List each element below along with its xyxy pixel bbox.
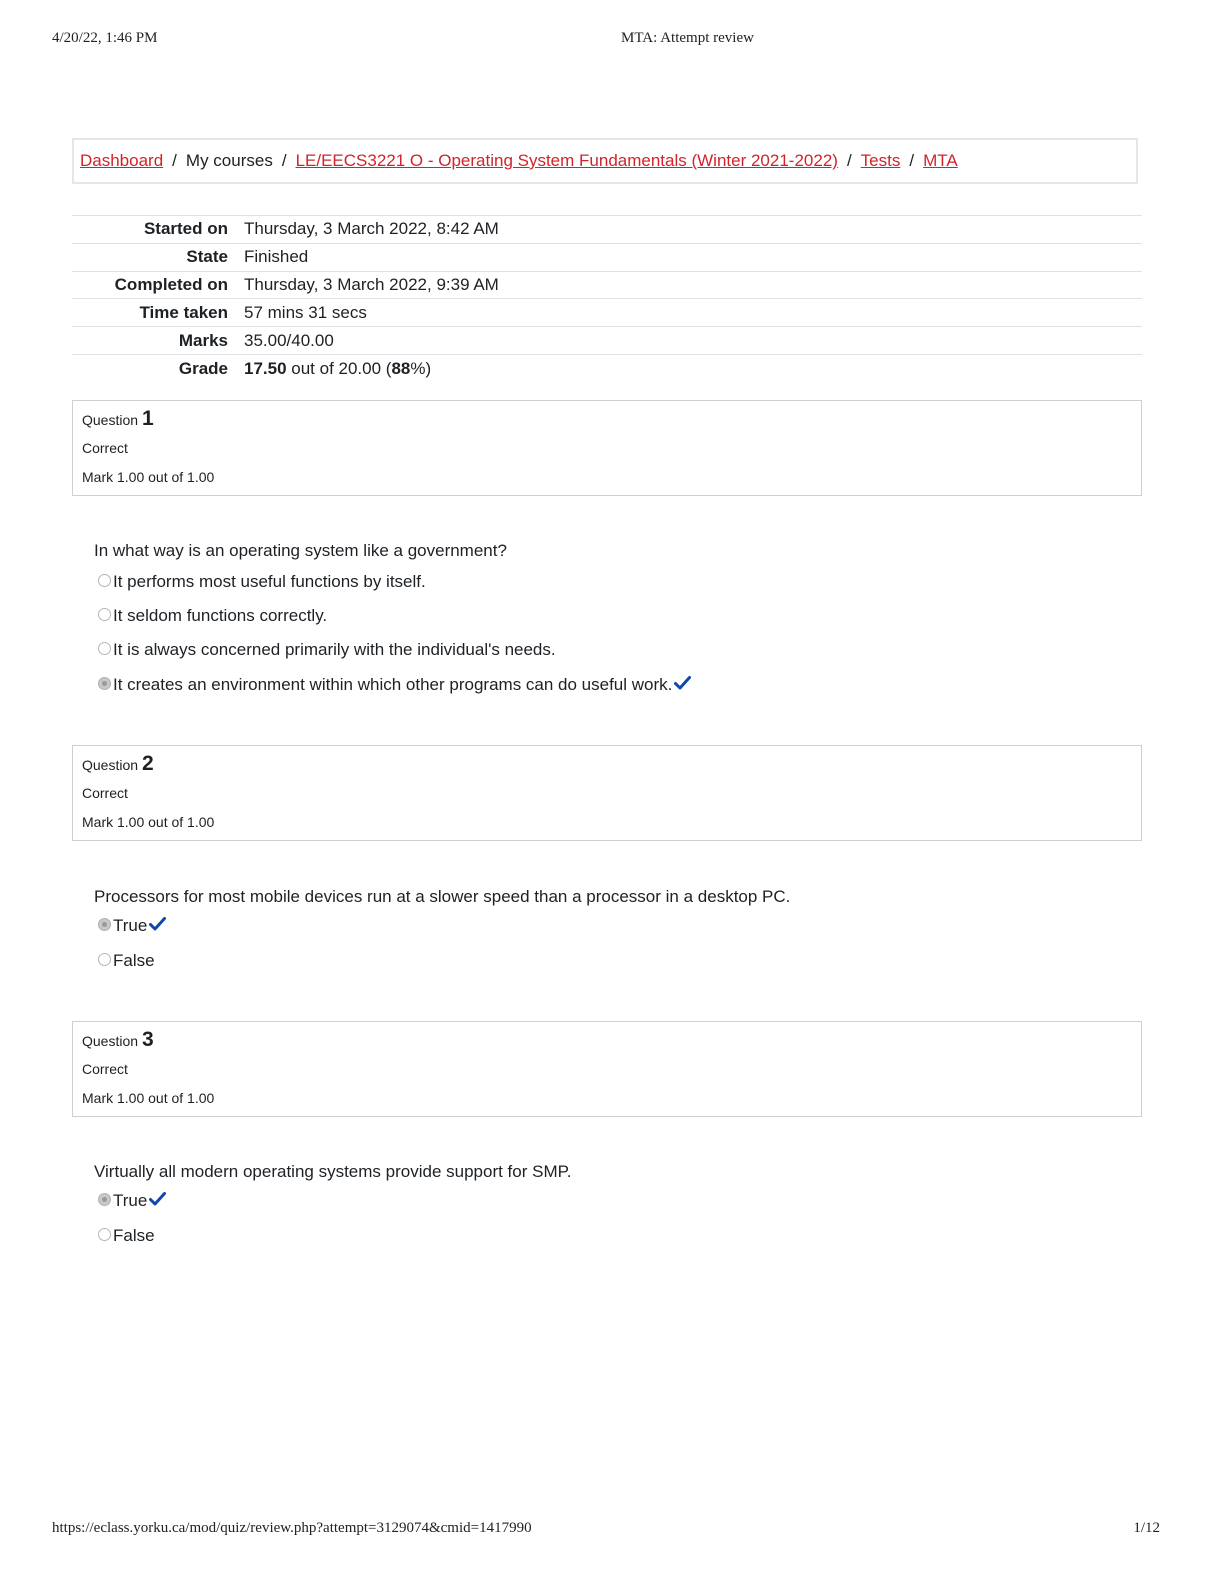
breadcrumb-my-courses: My courses [185,151,273,170]
question-label: Question [82,757,142,773]
question-number [82,407,154,431]
question-state: Correct [82,1061,128,1077]
question-label: Question [82,1033,142,1049]
checkmark-icon [149,916,166,936]
print-footer [52,1520,1160,1540]
grade-score: 17.50 [244,358,287,378]
question-text: In what way is an operating system like a government? [94,541,507,560]
completed-value: Thursday, 3 March 2022, 9:39 AM [244,274,499,294]
radio-icon[interactable] [98,1228,111,1241]
checkmark-icon [149,1191,166,1211]
started-label: Started on [143,219,228,239]
marks-value: 35.00/40.00 [244,330,334,350]
answer-option[interactable] [98,572,426,592]
question-state: Correct [82,785,128,801]
summary-row-completed [72,271,1142,299]
question-number-value: 2 [141,752,154,775]
answer-label: It is always concerned primarily with the individual's needs. [113,640,556,659]
marks-label: Marks [178,330,228,350]
time-value: 57 mins 31 secs [244,302,367,322]
print-header [52,30,1160,50]
breadcrumb-separator: / [909,151,915,170]
question-number [82,752,154,776]
checkmark-icon [674,675,691,695]
question-info [72,1021,1142,1117]
grade-label: Grade [178,358,228,378]
question-grade: Mark 1.00 out of 1.00 [82,469,215,485]
grade-suffix: %) [410,358,432,378]
answer-option[interactable] [98,916,166,936]
question-text: Virtually all modern operating systems provide support for SMP. [94,1162,572,1181]
question-state: Correct [82,440,128,456]
breadcrumb-separator: / [281,151,287,170]
summary-row-state [72,243,1142,271]
answer-label: True [113,1191,148,1210]
breadcrumb-separator: / [846,151,852,170]
breadcrumb-dashboard-link[interactable]: Dashboard [80,151,164,170]
radio-icon[interactable] [98,918,111,931]
answer-option[interactable] [98,1191,166,1211]
print-page-number: 1/12 [1133,1520,1160,1536]
breadcrumb-course-link[interactable]: LE/EECS3221 O - Operating System Fundamentals (Winter 2021-2022) [295,151,838,170]
question-number-value: 3 [141,1028,154,1051]
answer-label: It performs most useful functions by itself. [113,572,426,591]
answer-option[interactable] [98,951,155,971]
summary-row-started [72,216,1142,244]
question-info [72,400,1142,496]
answer-option[interactable] [98,675,691,695]
answer-label: False [113,1226,155,1245]
started-value: Thursday, 3 March 2022, 8:42 AM [244,219,499,239]
question-label: Question [82,412,142,428]
state-label: State [186,247,228,267]
radio-icon[interactable] [98,677,111,690]
summary-row-time [72,299,1142,327]
completed-label: Completed on [114,274,228,294]
breadcrumb-mta-link[interactable]: MTA [923,151,958,170]
answer-label: It seldom functions correctly. [113,606,328,625]
radio-icon[interactable] [98,574,111,587]
question-grade: Mark 1.00 out of 1.00 [82,814,215,830]
question-info [72,745,1142,841]
radio-icon[interactable] [98,1193,111,1206]
grade-value [244,354,1142,382]
question-number-value: 1 [141,407,154,430]
summary-row-marks [72,327,1142,355]
print-url: https://eclass.yorku.ca/mod/quiz/review.php?attempt=3129074&cmid=1417990 [52,1520,532,1536]
state-value: Finished [244,247,309,267]
question-text: Processors for most mobile devices run at a slower speed than a processor in a desktop PC. [94,887,791,906]
grade-percent: 88 [391,358,411,378]
grade-out-of: out of 20.00 ( [286,358,392,378]
breadcrumb [72,138,1138,184]
answer-label: It creates an environment within which other programs can do useful work. [113,675,673,694]
summary-row-grade [72,354,1142,382]
print-datetime: 4/20/22, 1:46 PM [52,30,158,46]
radio-icon[interactable] [98,953,111,966]
answer-label: True [113,916,148,935]
answer-option[interactable] [98,1226,155,1246]
breadcrumb-tests-link[interactable]: Tests [860,151,901,170]
question-grade: Mark 1.00 out of 1.00 [82,1090,215,1106]
print-title: MTA: Attempt review [621,30,754,46]
time-label: Time taken [139,302,228,322]
radio-icon[interactable] [98,608,111,621]
question-number [82,1028,154,1052]
attempt-summary-table [72,215,1142,382]
answer-option[interactable] [98,606,327,626]
breadcrumb-separator: / [172,151,177,170]
answer-label: False [113,951,155,970]
answer-option[interactable] [98,640,556,660]
radio-icon[interactable] [98,642,111,655]
